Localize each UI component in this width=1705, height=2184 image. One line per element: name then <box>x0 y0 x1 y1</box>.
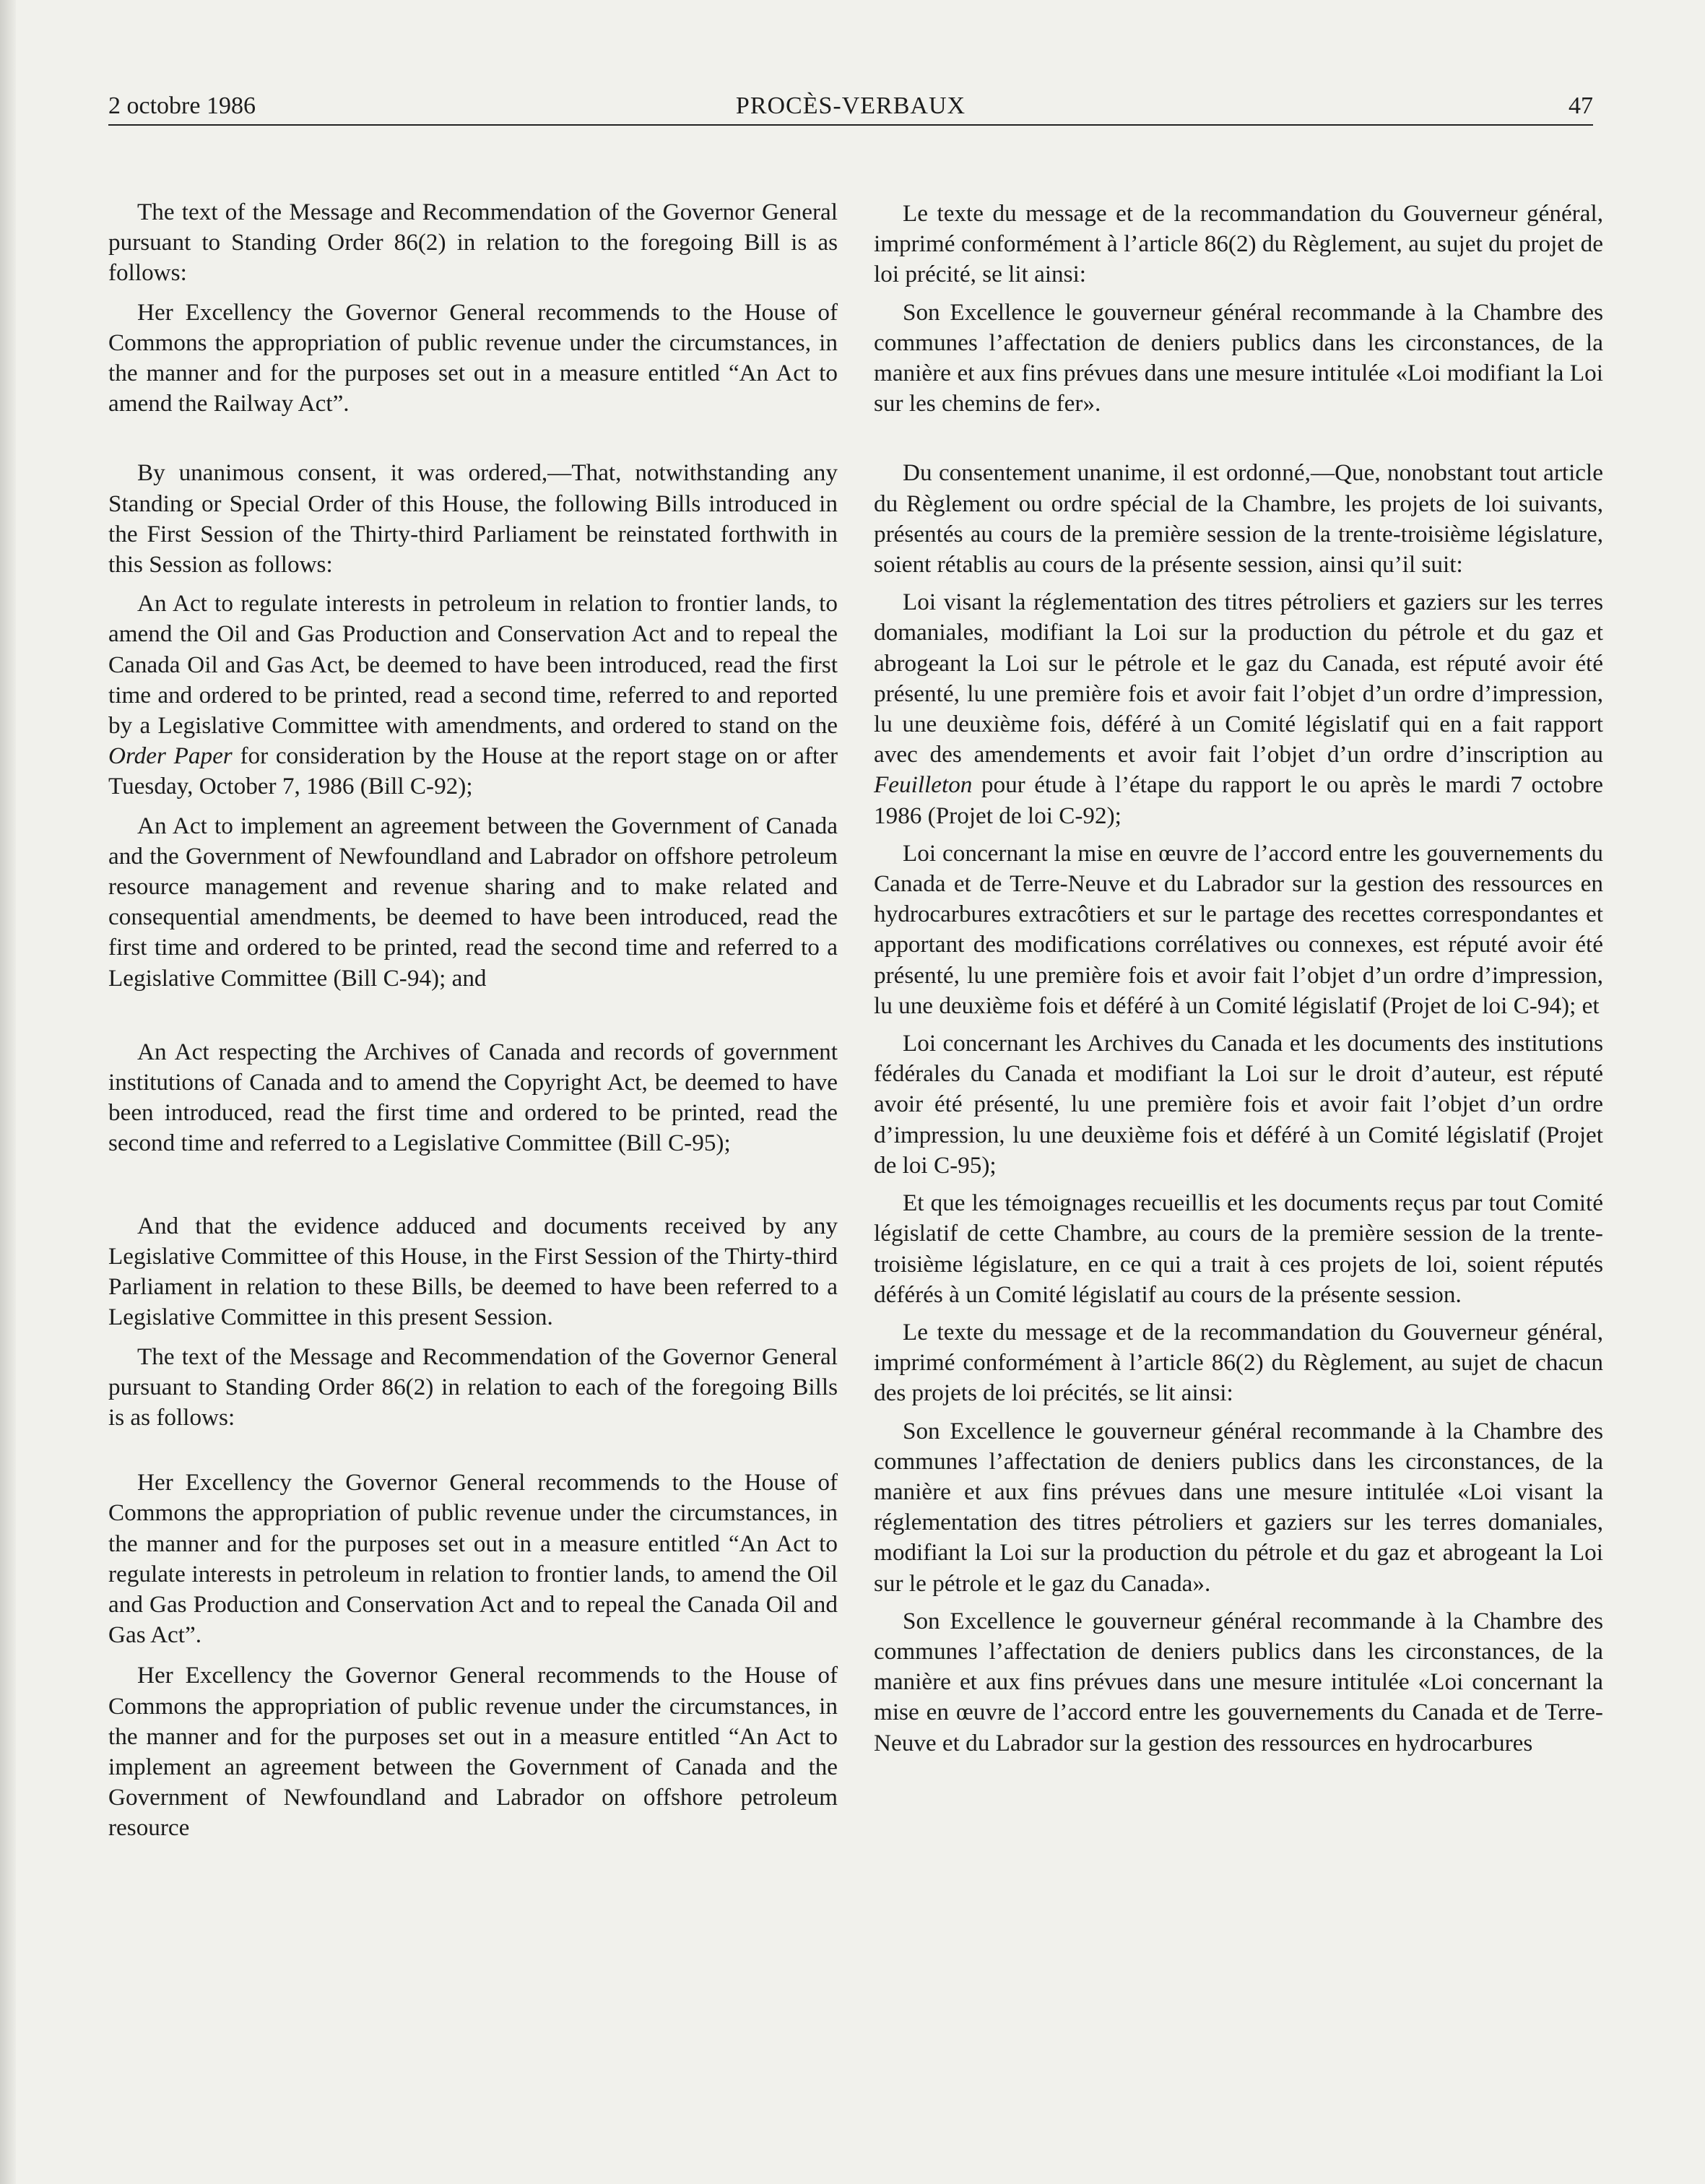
fr-bill-c92 <box>874 587 1603 831</box>
page-header <box>108 81 1593 126</box>
en-bill-c92-text-end: for consideration by the House at the report stage on or after Tuesday, October 7, 1986 (Bill C-92); <box>108 742 838 800</box>
en-bill-c94: An Act to implement an agreement between the Government of Canada and the Government of Newfoundland and Labrador on offshore petroleum resource management and revenue sharing and to make related and consequential amendments, be deemed to have been introduced, read the first time and ordered to be printed, read the second time and referred to a Legislative Committee (Bill C-94); and <box>108 812 838 992</box>
fr-bill-c95: Loi concernant les Archives du Canada et les documents des institutions fédérales du Canada et modifiant la Loi sur le droit d’auteur, est réputé avoir été présenté, lu une première fois et avoir fait l’objet d’un ordre d’impression, lu une deuxième fois et déféré à un Comité législatif (Projet de loi C-95); <box>874 1030 1603 1179</box>
fr-evidence-paragraph: Et que les témoignages recueillis et les documents reçus par tout Comité législatif de cette Chambre, au cours de la première session de la trente-troisième législature, en ce qui a trait à ces projets de loi, soient réputés déférés à un Comité législatif au cours de la présente session. <box>874 1190 1603 1308</box>
fr-message-intro: Le texte du message et de la recommandation du Gouverneur général, imprimé conformément à l’article 86(2) du Règlement, au sujet du projet de loi précité, se lit ainsi: <box>874 200 1603 288</box>
en-recommendation-c92: Her Excellency the Governor General recommends to the House of Commons the appropriation of public revenue under the circumstances, in the manner and for the purposes set out in a measure entitled “An Act to regulate interests in petroleum in relation to frontier lands, to amend the Oil and Gas Production and Conservation Act and to repeal the Canada Oil and Gas Act”. <box>108 1469 838 1649</box>
fr-bill-c92-text: Loi visant la réglementation des titres pétroliers et gaziers sur les terres domaniales, modifiant la Loi sur la production du pétrole et du gaz et abrogeant la Loi sur le pétrole et le gaz du Canada, est réputé avoir été présenté, lu une première fois et avoir fait l’objet d’un ordre d’impression, lu une deuxième fois, déféré à un Comité législatif qui en a fait rapport avec des amendements et avoir fait l’objet d’un ordre d’inscription au <box>874 589 1603 768</box>
en-bill-c95: An Act respecting the Archives of Canada and records of government institutions of Canada and to amend the Copyright Act, be deemed to have been introduced, read the first time and ordered to be printed, read the second time and referred to a Legislative Committee (Bill C-95); <box>108 1038 838 1157</box>
fr-feuilleton: Feuilleton <box>874 771 973 799</box>
en-recommendation-c94: Her Excellency the Governor General recommends to the House of Commons the appropriation of public revenue under the circumstances, in the manner and for the purposes set out in a measure entitled “An Act to implement an agreement between the Government of Canada and the Government of Newfoundland and Labrador on offshore petroleum resource <box>108 1662 838 1842</box>
en-order-paper: Order Paper <box>108 742 233 770</box>
english-column <box>108 191 838 1844</box>
header-title: PROCÈS-VERBAUX <box>735 92 966 119</box>
page-number: 47 <box>1569 92 1593 119</box>
french-column <box>874 191 1603 1759</box>
fr-message-intro-each: Le texte du message et de la recommandation du Gouverneur général, imprimé conformément à l’article 86(2) du Règlement, au sujet de chacun des projets de loi précités, se lit ainsi: <box>874 1318 1603 1407</box>
fr-unanimous-consent: Du consentement unanime, il est ordonné,—Que, nonobstant tout article du Règlement ou ordre spécial de la Chambre, les projets de loi suivants, présentés au cours de la première session de la trente-troisième législature, soient rétablis au cours de la présente session, ainsi qu’il suit: <box>874 459 1603 578</box>
en-bill-c92-text: An Act to regulate interests in petroleum in relation to frontier lands, to amend the Oil and Gas Production and Conservation Act and to repeal the Canada Oil and Gas Act, be deemed to have been introduced, read the first time and ordered to be printed, read a second time, referred to and reported by a Legislative Committee with amendments, and ordered to stand on the <box>108 590 838 740</box>
fr-bill-c92-text-end: pour étude à l’étape du rapport le ou après le mardi 7 octobre 1986 (Projet de loi C-92); <box>874 771 1603 829</box>
fr-bill-c94: Loi concernant la mise en œuvre de l’accord entre les gouvernements du Canada et de Terre-Neuve et du Labrador sur la gestion des ressources en hydrocarbures extracôtiers et sur le partage des recettes correspondantes et apportant des modifications corrélatives ou connexes, est réputé avoir été présenté, lu une première fois et avoir fait l’objet d’un ordre d’impression, lu une deuxième fois et déféré à un Comité législatif (Projet de loi C-94); et <box>874 839 1603 1019</box>
fr-recommendation-c94: Son Excellence le gouverneur général recommande à la Chambre des communes l’affectation de deniers publics dans les circonstances, de la manière et aux fins prévues dans une mesure intitulée «Loi concernant la mise en œuvre de l’accord entre les gouvernements du Canada et de Terre-Neuve et du Labrador sur la gestion des ressources en hydrocarbures <box>874 1607 1603 1756</box>
fr-recommendation-railway: Son Excellence le gouverneur général recommande à la Chambre des communes l’affectation de deniers publics dans les circonstances, de la manière et aux fins prévues dans une mesure intitulée «Loi modifiant la Loi sur les chemins de fer». <box>874 298 1603 417</box>
header-date: 2 octobre 1986 <box>108 92 256 119</box>
en-message-intro: The text of the Message and Recommendation of the Governor General pursuant to Standing Order 86(2) in relation to the foregoing Bill is as follows: <box>108 199 838 287</box>
en-bill-c92 <box>108 589 838 802</box>
fr-recommendation-c92: Son Excellence le gouverneur général recommande à la Chambre des communes l’affectation de deniers publics dans les circonstances, de la manière et aux fins prévues dans une mesure intitulée «Loi visant la réglementation des titres pétroliers et gaziers sur les terres domaniales, modifiant la Loi sur la production du pétrole et du gaz et abrogeant la Loi sur le pétrole et le gaz du Canada». <box>874 1417 1603 1597</box>
en-message-intro-each: The text of the Message and Recommendation of the Governor General pursuant to Standing Order 86(2) in relation to each of the foregoing Bills is as follows: <box>108 1343 838 1431</box>
en-unanimous-consent: By unanimous consent, it was ordered,—That, notwithstanding any Standing or Special Order of this House, the following Bills introduced in the First Session of the Thirty-third Parliament be reinstated forthwith in this Session as follows: <box>108 459 838 578</box>
page-binding-edge <box>0 0 16 2184</box>
en-evidence-paragraph: And that the evidence adduced and documents received by any Legislative Committee of this House, in the First Session of the Thirty-third Parliament in relation to these Bills, be deemed to have been referred to a Legislative Committee in this present Session. <box>108 1212 838 1331</box>
en-recommendation-railway: Her Excellency the Governor General recommends to the House of Commons the appropriation of public revenue under the circumstances, in the manner and for the purposes set out in a measure entitled “An Act to amend the Railway Act”. <box>108 298 838 417</box>
